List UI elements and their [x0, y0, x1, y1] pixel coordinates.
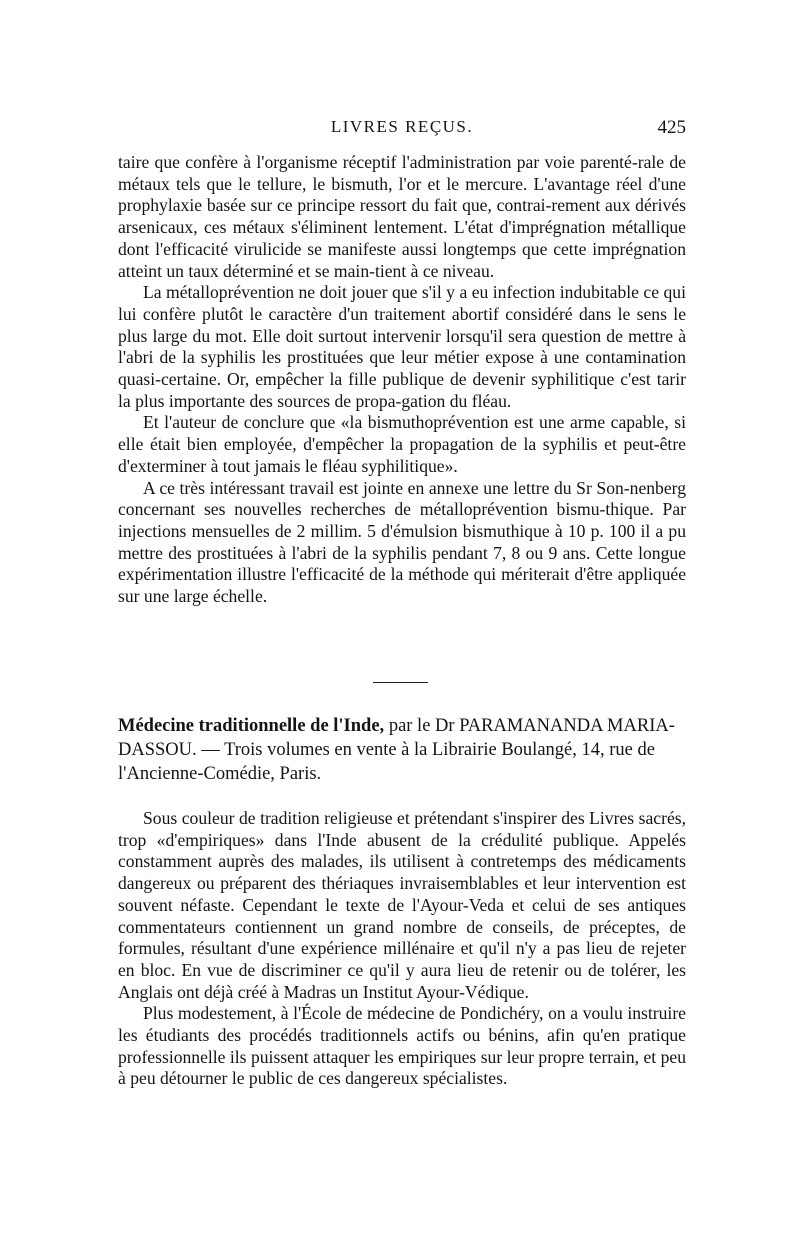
paragraph: Sous couleur de tradition religieuse et prétendant s'inspirer des Livres sacrés, trop «d'empiriques» dans l'Inde abusent de la crédulité publique. Appelés constamment auprès des malades, ils utilisent à contretemps des médicaments dangereux ou préparent des thériaques invraisemblables et leur intervention est souvent néfaste. Cependant le texte de l'Ayour-Veda et celui de ses antiques commentateurs contiennent un grand nombre de conseils, de préceptes, de formules, résultant d'une expérience millénaire et qu'il n'y a pas lieu de rejeter en bloc. En vue de discriminer ce qu'il y aura lieu de retenir ou de tolérer, les Anglais ont déjà créé à Madras un Institut Ayour-Védique.: [118, 808, 686, 1002]
section-metalloprevention: [118, 152, 686, 608]
page-number: 425: [657, 117, 686, 138]
section-medecine-inde: [118, 808, 686, 1090]
paragraph: La métalloprévention ne doit jouer que s'il y a eu infection indubitable ce qui lui confère plutôt le caractère d'un traitement abortif considéré dans le sens le plus large du mot. Elle doit surtout intervenir lorsqu'il sera question de mettre à l'abri de la syphilis les prostituées que leur métier expose à une contamination quasi-certaine. Or, empêcher la fille publique de devenir syphilitique c'est tarir la plus importante des sources de propa-gation du fléau.: [118, 282, 686, 411]
paragraph: Et l'auteur de conclure que «la bismuthoprévention est une arme capable, si elle était bien employée, d'empêcher la propagation de la syphilis et peut-être d'exterminer à tout jamais le fléau syphilitique».: [118, 412, 686, 476]
paragraph: taire que confère à l'organisme réceptif l'administration par voie parenté-rale de métaux tels que le tellure, le bismuth, l'or et le mercure. L'avantage réel d'une prophylaxie basée sur ce principe ressort du fait que, contrai-rement aux dérivés arsenicaux, ces métaux s'éliminent lentement. L'état d'imprégnation métallique dont l'efficacité virulicide se manifeste aussi longtemps que cette imprégnation atteint un taux déterminé et se main-tient à ce niveau.: [118, 152, 686, 281]
review-by: par le Dr: [388, 716, 455, 736]
paragraph: Plus modestement, à l'École de médecine de Pondichéry, on a voulu instruire les étudiants des procédés traditionnels actifs ou bénins, afin qu'en pratique professionnelle ils puissent attaquer les empiriques sur leur propre terrain, et peu à peu détourner le public de ces dangereux spécialistes.: [118, 1003, 686, 1089]
running-head: [118, 117, 686, 141]
review-author: PARAMANANDA MARIA-DASSOU.: [118, 716, 675, 760]
review-publication: — Trois volumes en vente à la Librairie Boulangé, 14, rue de l'Ancienne-Comédie, Paris.: [118, 740, 655, 784]
review-title: Médecine traditionnelle de l'Inde,: [118, 716, 385, 736]
running-title: LIVRES REÇUS.: [330, 117, 474, 136]
paragraph: A ce très intéressant travail est jointe en annexe une lettre du Sr Son-nenberg concernant ses nouvelles recherches de métalloprévention bismu-thique. Par injections mensuelles de 2 millim. 5 d'émulsion bismuthique à 10 p. 100 il a pu mettre des prostituées à l'abri de la syphilis pendant 7, 8 ou 9 ans. Cette longue expérimentation illustre l'efficacité de la méthode qui mériterait d'être appliquée sur une large échelle.: [118, 477, 686, 607]
review-heading: [118, 714, 686, 786]
section-divider: [373, 682, 428, 683]
